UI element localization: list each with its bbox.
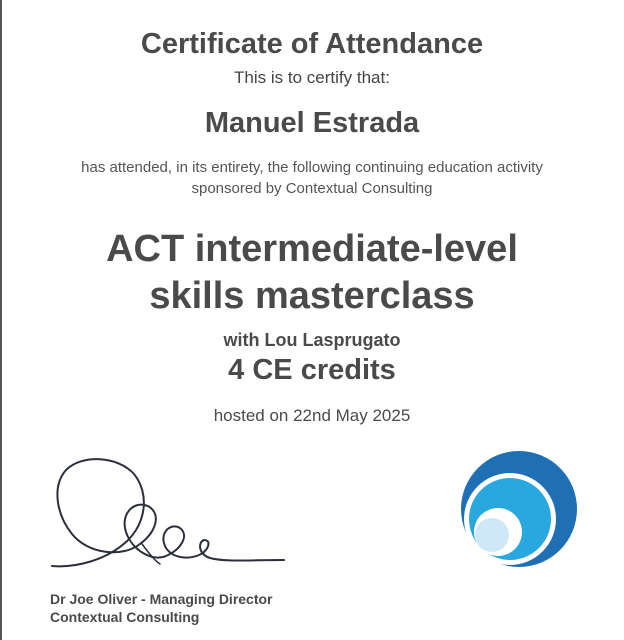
signature-icon <box>48 448 288 578</box>
attendance-statement-line-2: sponsored by Contextual Consulting <box>191 180 433 197</box>
ce-credits: 4 CE credits <box>228 354 396 386</box>
hosted-date: hosted on 22nd May 2025 <box>213 406 411 425</box>
recipient-name: Manuel Estrada <box>204 107 420 139</box>
course-title-line-1: ACT intermediate-level <box>106 228 518 270</box>
certify-subtitle: This is to certify that: <box>234 68 390 87</box>
signatory-organization: Contextual Consulting <box>50 609 200 625</box>
course-title <box>0 226 624 320</box>
page-left-border <box>0 0 2 640</box>
signatory-name-title: Dr Joe Oliver - Managing Director <box>50 591 273 607</box>
attendance-statement-line-1: has attended, in its entirety, the following continuing education activity <box>81 159 543 176</box>
course-title-line-2: skills masterclass <box>149 275 475 317</box>
concentric-circles-logo-icon <box>458 448 580 570</box>
certificate-title: Certificate of Attendance <box>140 28 484 60</box>
presenter-line: with Lou Lasprugato <box>223 330 401 350</box>
